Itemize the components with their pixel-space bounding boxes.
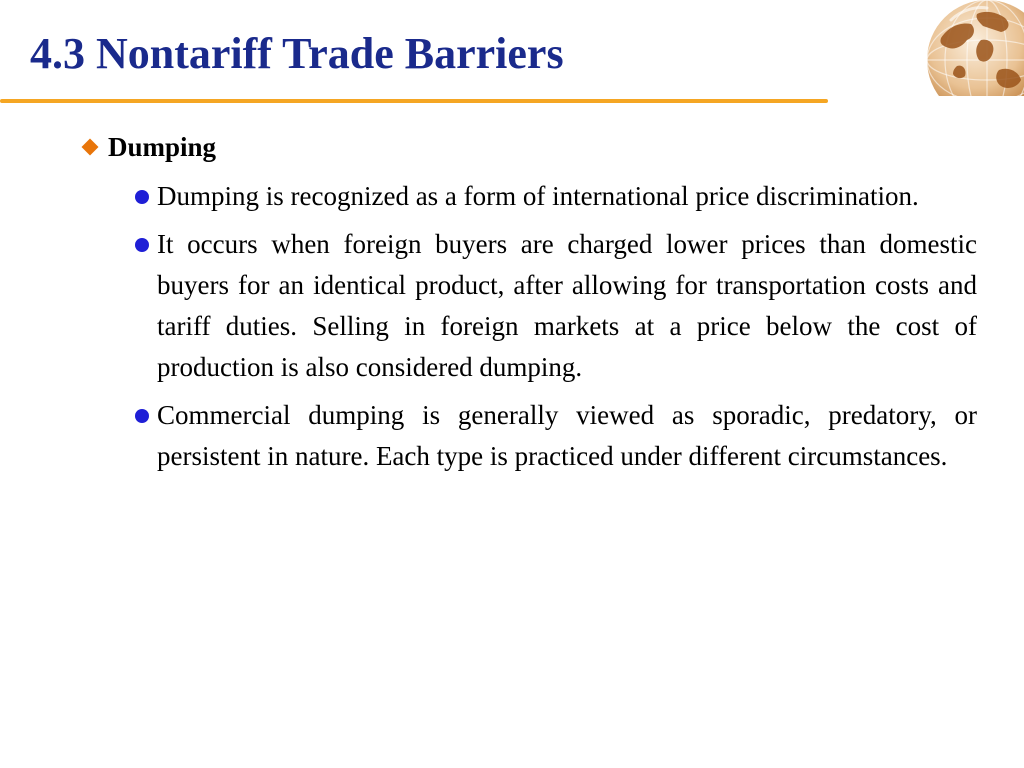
globe-icon bbox=[921, 0, 1024, 96]
section-heading-label: Dumping bbox=[108, 132, 217, 162]
list-item-text: It occurs when foreign buyers are charged lower prices than domestic buyers for an identical product, after allowing for transportation costs and tariff duties. Selling in foreign markets at a price below the cost of production is also considered dumping. bbox=[157, 229, 977, 382]
section-heading bbox=[84, 130, 216, 164]
dot-icon bbox=[135, 409, 149, 423]
title-underline bbox=[0, 99, 828, 103]
dot-icon bbox=[135, 238, 149, 252]
list-item bbox=[131, 176, 977, 217]
list-item-text: Commercial dumping is generally viewed as sporadic, predatory, or persistent in nature. Each type is practiced under different circumstances. bbox=[157, 400, 977, 471]
diamond-icon bbox=[82, 139, 99, 156]
dot-icon bbox=[135, 190, 149, 204]
list-item bbox=[131, 224, 977, 388]
list-item bbox=[131, 395, 977, 477]
slide-title: 4.3 Nontariff Trade Barriers bbox=[30, 29, 564, 78]
bullet-list bbox=[131, 176, 977, 484]
list-item-text: Dumping is recognized as a form of international price discrimination. bbox=[157, 181, 919, 211]
